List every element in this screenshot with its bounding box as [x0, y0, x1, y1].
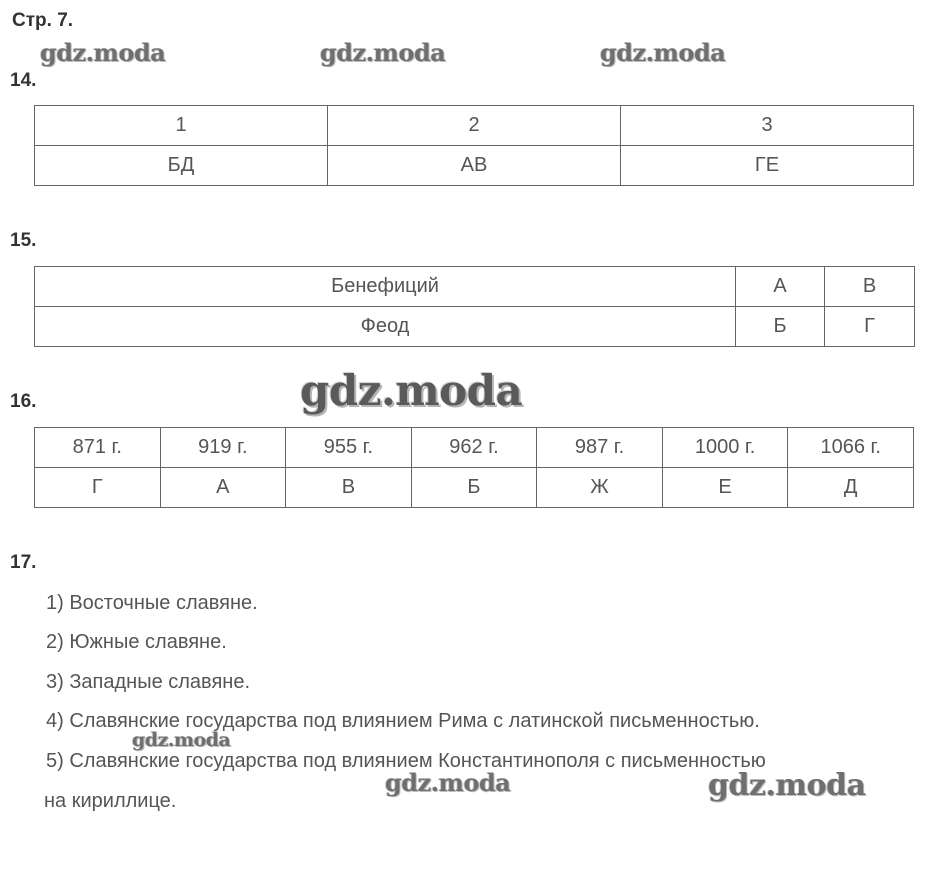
watermark-logo: gdz.moda [600, 38, 726, 67]
table-cell: 962 г. [411, 428, 537, 468]
list-item: на кириллице. [44, 790, 177, 812]
watermark-logo: gdz.moda [708, 768, 866, 803]
table-row [35, 146, 914, 186]
task-number-17: 17. [10, 552, 37, 573]
watermark-logo: gdz.moda [40, 38, 166, 67]
table-cell: 1066 г. [788, 428, 914, 468]
watermark-logo: gdz.moda [385, 768, 511, 797]
table-cell: В [825, 267, 915, 307]
table-cell: Е [662, 468, 788, 508]
table-cell: Ж [537, 468, 663, 508]
table-row [35, 307, 915, 347]
watermark-logo: gdz.moda [320, 38, 446, 67]
table-cell: Феод [35, 307, 736, 347]
list-item: 4) Славянские государства под влиянием Рима с латинской письменностью. [46, 710, 760, 732]
page-label: Стр. 7. [12, 10, 74, 31]
task14-table [34, 105, 914, 186]
table-cell: АВ [328, 146, 621, 186]
table-cell: А [736, 267, 825, 307]
list-item: 5) Славянские государства под влиянием Константинополя с письменностью [46, 750, 766, 772]
table-cell: 955 г. [286, 428, 412, 468]
task-number-14: 14. [10, 70, 37, 91]
table-cell: Г [35, 468, 161, 508]
table-row [35, 106, 914, 146]
task-number-16: 16. [10, 391, 37, 412]
table-row [35, 468, 914, 508]
table-cell: 871 г. [35, 428, 161, 468]
list-item: 1) Восточные славяне. [46, 592, 258, 614]
table-cell: 987 г. [537, 428, 663, 468]
table-cell: БД [35, 146, 328, 186]
task16-table [34, 427, 914, 508]
table-cell: Б [736, 307, 825, 347]
table-cell: Бенефиций [35, 267, 736, 307]
task15-table [34, 266, 915, 347]
table-cell: 919 г. [160, 428, 286, 468]
list-item: 3) Западные славяне. [46, 671, 251, 693]
table-cell: Д [788, 468, 914, 508]
table-cell: 3 [621, 106, 914, 146]
table-cell: А [160, 468, 286, 508]
table-cell: 2 [328, 106, 621, 146]
table-cell: 1000 г. [662, 428, 788, 468]
table-cell: 1 [35, 106, 328, 146]
table-row [35, 267, 915, 307]
table-cell: ГЕ [621, 146, 914, 186]
table-cell: Г [825, 307, 915, 347]
list-item: 2) Южные славяне. [46, 631, 227, 653]
table-row [35, 428, 914, 468]
table-cell: Б [411, 468, 537, 508]
watermark-logo: gdz.moda [300, 366, 523, 415]
watermark-logo: gdz.moda [132, 729, 231, 751]
table-cell: В [286, 468, 412, 508]
task-number-15: 15. [10, 230, 37, 251]
